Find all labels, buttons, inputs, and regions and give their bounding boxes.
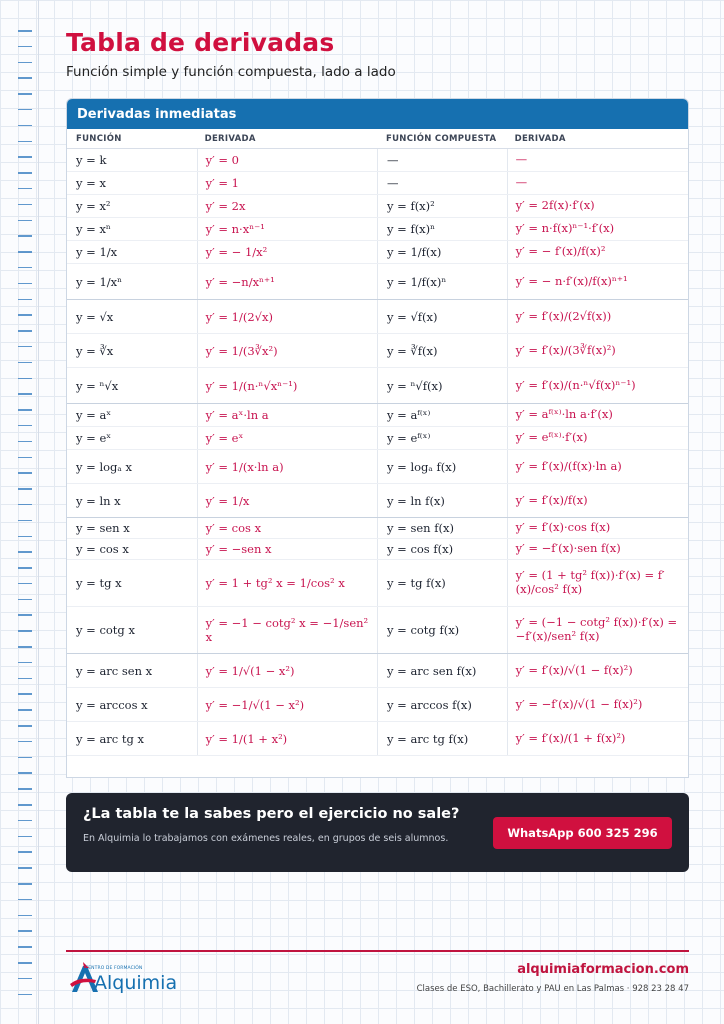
cell-derivative: y′ = 1/(3∛x²) [197, 334, 377, 367]
cell-composite-derivative: y′ = (−1 − cotg² f(x))·f′(x) = −f′(x)/sen² f(x) [507, 607, 688, 653]
binding-mark [18, 551, 32, 553]
table-column-headers [67, 129, 688, 149]
cell-composite-derivative: y′ = f′(x)/(n·ⁿ√f(x)ⁿ⁻¹) [507, 368, 688, 403]
binding-mark [18, 599, 32, 601]
table-row [67, 722, 688, 756]
binding-mark [18, 330, 32, 332]
binding-mark [18, 662, 32, 664]
cell-derivative: y′ = 2x [197, 195, 377, 217]
cell-function: y = x² [76, 199, 111, 213]
binding-mark [18, 946, 32, 948]
binding-mark [18, 172, 32, 174]
binding-mark [18, 725, 32, 727]
binding-mark [18, 425, 32, 427]
table-row [67, 484, 688, 518]
binding-mark [18, 804, 32, 806]
footer-divider [66, 950, 689, 952]
cell-derivative: y′ = aˣ·ln a [197, 404, 377, 426]
cell-function: y = eˣ [76, 431, 112, 445]
table-row [67, 427, 688, 450]
table-row [67, 218, 688, 241]
binding-mark [18, 314, 32, 316]
cell-derivative: y′ = −1/√(1 − x²) [197, 688, 377, 721]
cell-composite: — [377, 149, 507, 171]
binding-mark [18, 757, 32, 759]
binding-mark [18, 77, 32, 79]
cell-function: y = sen x [76, 521, 130, 535]
cell-composite: y = tg f(x) [377, 560, 507, 606]
cell-composite: y = arccos f(x) [377, 688, 507, 721]
binding-mark [18, 772, 32, 774]
cell-composite-derivative: y′ = −f′(x)/√(1 − f(x)²) [507, 688, 688, 721]
binding-mark [18, 583, 32, 585]
cell-composite-derivative: y′ = f′(x)/f(x) [507, 484, 688, 517]
binding-mark [18, 520, 32, 522]
table-row [67, 518, 688, 539]
cell-function: y = cotg x [76, 623, 135, 637]
table-row [67, 450, 688, 484]
cell-composite-derivative: y′ = f′(x)·cos f(x) [507, 518, 688, 538]
binding-mark [18, 504, 32, 506]
derivatives-table [66, 98, 689, 778]
table-row [67, 300, 688, 334]
cell-function: y = 1/x [76, 245, 118, 259]
table-row [67, 539, 688, 560]
cell-composite: y = cotg f(x) [377, 607, 507, 653]
cell-function: y = 1/xⁿ [76, 274, 123, 289]
cell-composite-derivative: — [507, 149, 688, 171]
cell-derivative: y′ = 1/x [197, 484, 377, 517]
binding-mark [18, 630, 32, 632]
binding-mark [18, 883, 32, 885]
cell-function: y = ln x [76, 493, 121, 508]
col-header-composite-derivative: DERIVADA [514, 134, 566, 144]
cell-function: y = arc sen x [76, 663, 153, 678]
cell-composite-derivative: y′ = f′(x)/(3∛f(x)²) [507, 334, 688, 367]
table-row [67, 334, 688, 368]
binding-mark [18, 693, 32, 695]
cell-composite-derivative: y′ = aᶠ⁽ˣ⁾·ln a·f′(x) [507, 404, 688, 426]
table-row [67, 264, 688, 300]
cell-composite: y = ln f(x) [377, 484, 507, 517]
binding-mark [18, 362, 32, 364]
cta-text: En Alquimia lo trabajamos con exámenes reales, en grupos de seis alumnos. [83, 833, 449, 844]
cell-derivative: y′ = n·xⁿ⁻¹ [197, 218, 377, 240]
table-row [67, 404, 688, 427]
binding-mark [18, 93, 32, 95]
cell-composite: y = cos f(x) [377, 539, 507, 559]
binding-mark [18, 536, 32, 538]
binding-mark [18, 867, 32, 869]
cell-derivative: y′ = eˣ [197, 427, 377, 449]
col-header-derivative: DERIVADA [204, 134, 256, 144]
binding-mark [18, 30, 32, 32]
logo-name: Alquimia [94, 972, 178, 994]
cell-composite: y = √f(x) [377, 300, 507, 333]
cta-title: ¿La tabla te la sabes pero el ejercicio no sale? [83, 806, 460, 822]
cell-composite-derivative: y′ = −f′(x)·sen f(x) [507, 539, 688, 559]
cell-function: y = tg x [76, 576, 122, 590]
binding-mark [18, 62, 32, 64]
cell-function: y = k [76, 153, 107, 167]
cell-function: y = x [76, 176, 106, 190]
cell-derivative: y′ = 1 [197, 172, 377, 194]
footer-info: Clases de ESO, Bachillerato y PAU en Las Palmas · 928 23 28 47 [416, 984, 689, 994]
cell-composite: y = sen f(x) [377, 518, 507, 538]
table-row [67, 195, 688, 218]
binding-mark [18, 820, 32, 822]
binding-mark [18, 299, 32, 301]
cell-composite: y = arc tg f(x) [377, 722, 507, 755]
cell-derivative: y′ = −1 − cotg² x = −1/sen² x [197, 607, 377, 653]
logo-tagline: CENTRO DE FORMACIÓN [85, 966, 143, 971]
binding-mark [18, 267, 32, 269]
binding-mark [18, 915, 32, 917]
binding-mark [18, 472, 32, 474]
table-row [67, 241, 688, 264]
binding-mark [18, 567, 32, 569]
cell-derivative: y′ = cos x [197, 518, 377, 538]
binding-mark [18, 646, 32, 648]
cell-derivative: y′ = 1/(1 + x²) [197, 722, 377, 755]
cell-composite: y = 1/f(x) [377, 241, 507, 263]
cell-composite-derivative: y′ = − n·f′(x)/f(x)ⁿ⁺¹ [507, 264, 688, 299]
cell-composite-derivative: y′ = eᶠ⁽ˣ⁾·f′(x) [507, 427, 688, 449]
binding-mark [18, 994, 32, 996]
binding-mark [18, 457, 32, 459]
cell-composite: y = eᶠ⁽ˣ⁾ [377, 427, 507, 449]
page-title: Tabla de derivadas [66, 28, 335, 57]
binding-mark [18, 346, 32, 348]
binding-mark [18, 220, 32, 222]
margin-line [38, 0, 39, 1024]
table-row [67, 560, 688, 607]
cell-composite-derivative: y′ = 2f(x)·f′(x) [507, 195, 688, 217]
binding-mark [18, 930, 32, 932]
binding-mark [18, 899, 32, 901]
table-body [67, 149, 688, 756]
table-row [67, 654, 688, 688]
cell-derivative: y′ = 1/(x·ln a) [197, 450, 377, 483]
cell-composite-derivative: y′ = (1 + tg² f(x))·f′(x) = f′(x)/cos² f(x) [507, 560, 688, 606]
cell-derivative: y′ = − 1/x² [197, 241, 377, 263]
cell-composite: — [377, 172, 507, 194]
binding-mark [18, 441, 32, 443]
table-row [67, 688, 688, 722]
cell-composite: y = aᶠ⁽ˣ⁾ [377, 404, 507, 426]
binding-mark [18, 788, 32, 790]
binding-mark [18, 125, 32, 127]
binding-mark [18, 235, 32, 237]
cell-composite: y = arc sen f(x) [377, 654, 507, 687]
binding-mark [18, 141, 32, 143]
binding-mark [18, 836, 32, 838]
cell-composite: y = ⁿ√f(x) [377, 368, 507, 403]
cell-function: y = cos x [76, 542, 129, 556]
binding-mark [18, 488, 32, 490]
table-row [67, 607, 688, 654]
binding-mark [18, 962, 32, 964]
cell-composite-derivative: y′ = f′(x)/(f(x)·ln a) [507, 450, 688, 483]
cell-derivative: y′ = 1/(n·ⁿ√xⁿ⁻¹) [197, 368, 377, 403]
cell-function: y = ⁿ√x [76, 378, 119, 393]
cell-derivative: y′ = 0 [197, 149, 377, 171]
binding-mark [18, 741, 32, 743]
binding-mark [18, 678, 32, 680]
table-heading: Derivadas inmediatas [67, 99, 688, 129]
cell-derivative: y′ = 1 + tg² x = 1/cos² x [197, 560, 377, 606]
cell-function: y = aˣ [76, 408, 112, 422]
cell-function: y = ∛x [76, 343, 114, 358]
binding-mark [18, 251, 32, 253]
cell-function: y = arccos x [76, 697, 148, 712]
binding-mark [18, 46, 32, 48]
binding-mark [18, 851, 32, 853]
binding-mark [18, 393, 32, 395]
binding-mark [18, 409, 32, 411]
binding-mark [18, 283, 32, 285]
cta-banner [66, 793, 689, 872]
table-row [67, 149, 688, 172]
binding-mark [18, 188, 32, 190]
cell-function: y = √x [76, 309, 114, 324]
cell-function: y = logₐ x [76, 459, 132, 474]
binding-mark [18, 614, 32, 616]
binding-mark [18, 156, 32, 158]
website-link[interactable]: alquimiaformacion.com [517, 962, 689, 977]
binding-mark [18, 204, 32, 206]
cell-composite: y = 1/f(x)ⁿ [377, 264, 507, 299]
cell-derivative: y′ = −sen x [197, 539, 377, 559]
cell-function: y = xⁿ [76, 222, 111, 236]
whatsapp-button[interactable]: WhatsApp 600 325 296 [493, 817, 672, 849]
cell-composite-derivative: y′ = f′(x)/(2√f(x)) [507, 300, 688, 333]
cell-composite-derivative: — [507, 172, 688, 194]
spiral-binding-marks [18, 30, 32, 1009]
cell-composite-derivative: y′ = n·f(x)ⁿ⁻¹·f′(x) [507, 218, 688, 240]
cell-function: y = arc tg x [76, 731, 145, 746]
cell-derivative: y′ = −n/xⁿ⁺¹ [197, 264, 377, 299]
page-subtitle: Función simple y función compuesta, lado a lado [66, 64, 396, 80]
cell-composite-derivative: y′ = f′(x)/(1 + f(x)²) [507, 722, 688, 755]
cell-composite: y = logₐ f(x) [377, 450, 507, 483]
table-row [67, 368, 688, 404]
col-header-composite: FUNCIÓN COMPUESTA [386, 134, 497, 144]
cell-derivative: y′ = 1/√(1 − x²) [197, 654, 377, 687]
binding-mark [18, 109, 32, 111]
cell-composite: y = f(x)² [377, 195, 507, 217]
cell-composite-derivative: y′ = − f′(x)/f(x)² [507, 241, 688, 263]
cell-composite: y = f(x)ⁿ [377, 218, 507, 240]
binding-mark [18, 378, 32, 380]
binding-mark [18, 978, 32, 980]
cell-composite-derivative: y′ = f′(x)/√(1 − f(x)²) [507, 654, 688, 687]
cell-composite: y = ∛f(x) [377, 334, 507, 367]
cell-derivative: y′ = 1/(2√x) [197, 300, 377, 333]
table-row [67, 172, 688, 195]
binding-mark [18, 709, 32, 711]
col-header-function: FUNCIÓN [76, 134, 122, 144]
